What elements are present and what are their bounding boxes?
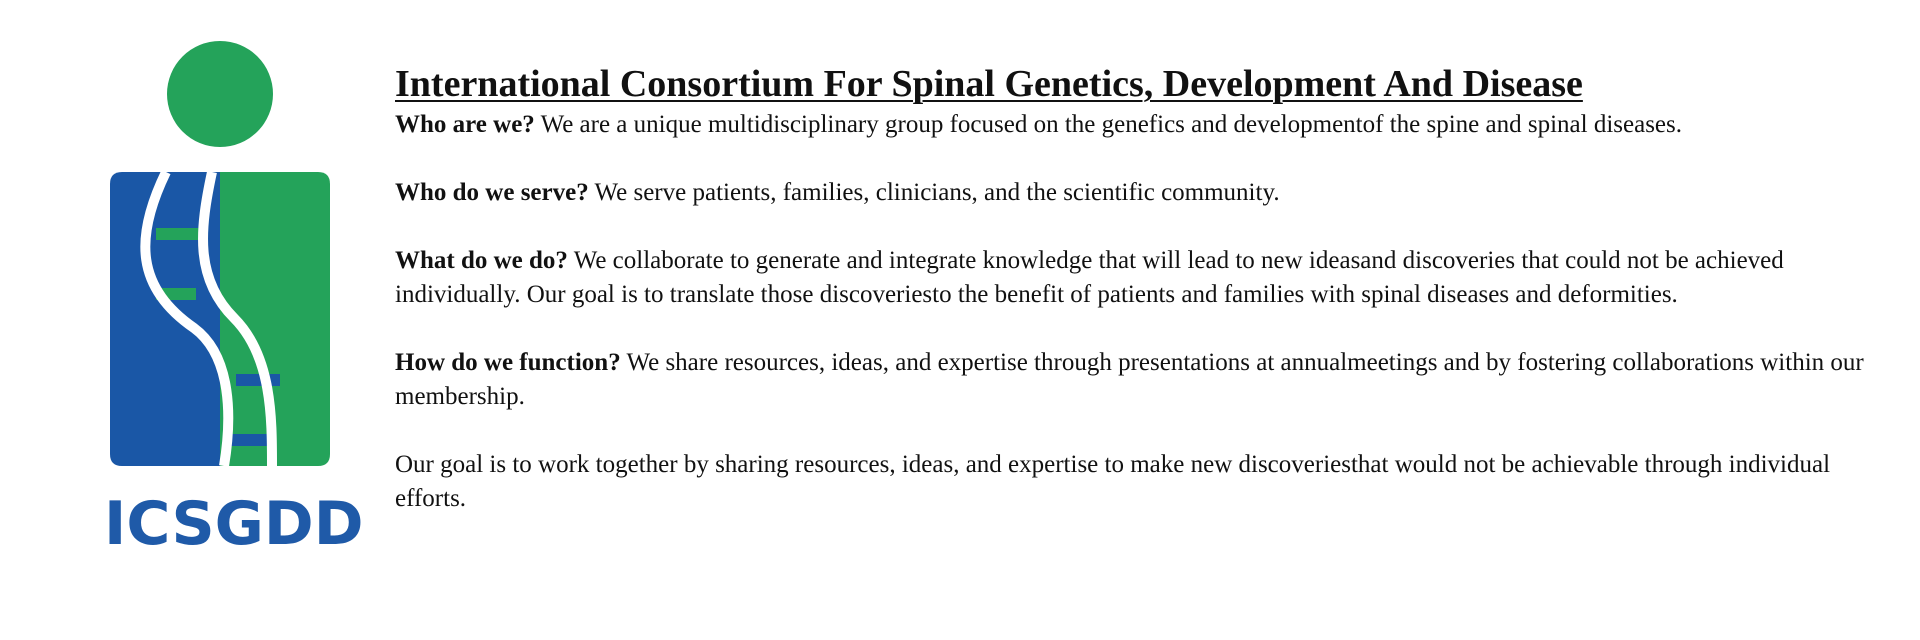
- closing-paragraph: Our goal is to work together by sharing resources, ideas, and expertise to make new discoveriesthat would not be achievable through individual efforts.: [395, 451, 1831, 512]
- section-what-do-we-do: [395, 244, 1890, 312]
- section-question: Who are we?: [395, 111, 535, 138]
- section-answer: We share resources, ideas, and expertise through presentations at annualmeetings and by fostering collaborations within our membership.: [395, 349, 1864, 410]
- section-who-do-we-serve: [395, 176, 1890, 210]
- section-question: Who do we serve?: [395, 179, 589, 206]
- section-answer: We collaborate to generate and integrate knowledge that will lead to new ideasand discoveries that could not be achieved individually. Our goal is to translate those discoveriesto the benefit of patients and families with spinal diseases and deformities.: [395, 247, 1784, 308]
- logo-head-circle: [167, 41, 273, 147]
- section-question: How do we function?: [395, 349, 621, 376]
- section-how-do-we-function: [395, 346, 1890, 414]
- section-question: What do we do?: [395, 247, 568, 274]
- logo-wordmark: ICSGDD: [104, 489, 364, 559]
- section-answer: We serve patients, families, clinicians, and the scientific community.: [588, 179, 1280, 206]
- page-title: International Consortium For Spinal Genetics, Development And Disease: [395, 63, 1583, 105]
- section-who-are-we: [395, 108, 1890, 142]
- section-answer: We are a unique multidisciplinary group focused on the genefics and developmentof the spine and spinal diseases.: [534, 111, 1683, 138]
- organization-logo: [104, 38, 364, 559]
- document-body: [395, 62, 1890, 516]
- dna-helix-person-icon: [104, 38, 336, 478]
